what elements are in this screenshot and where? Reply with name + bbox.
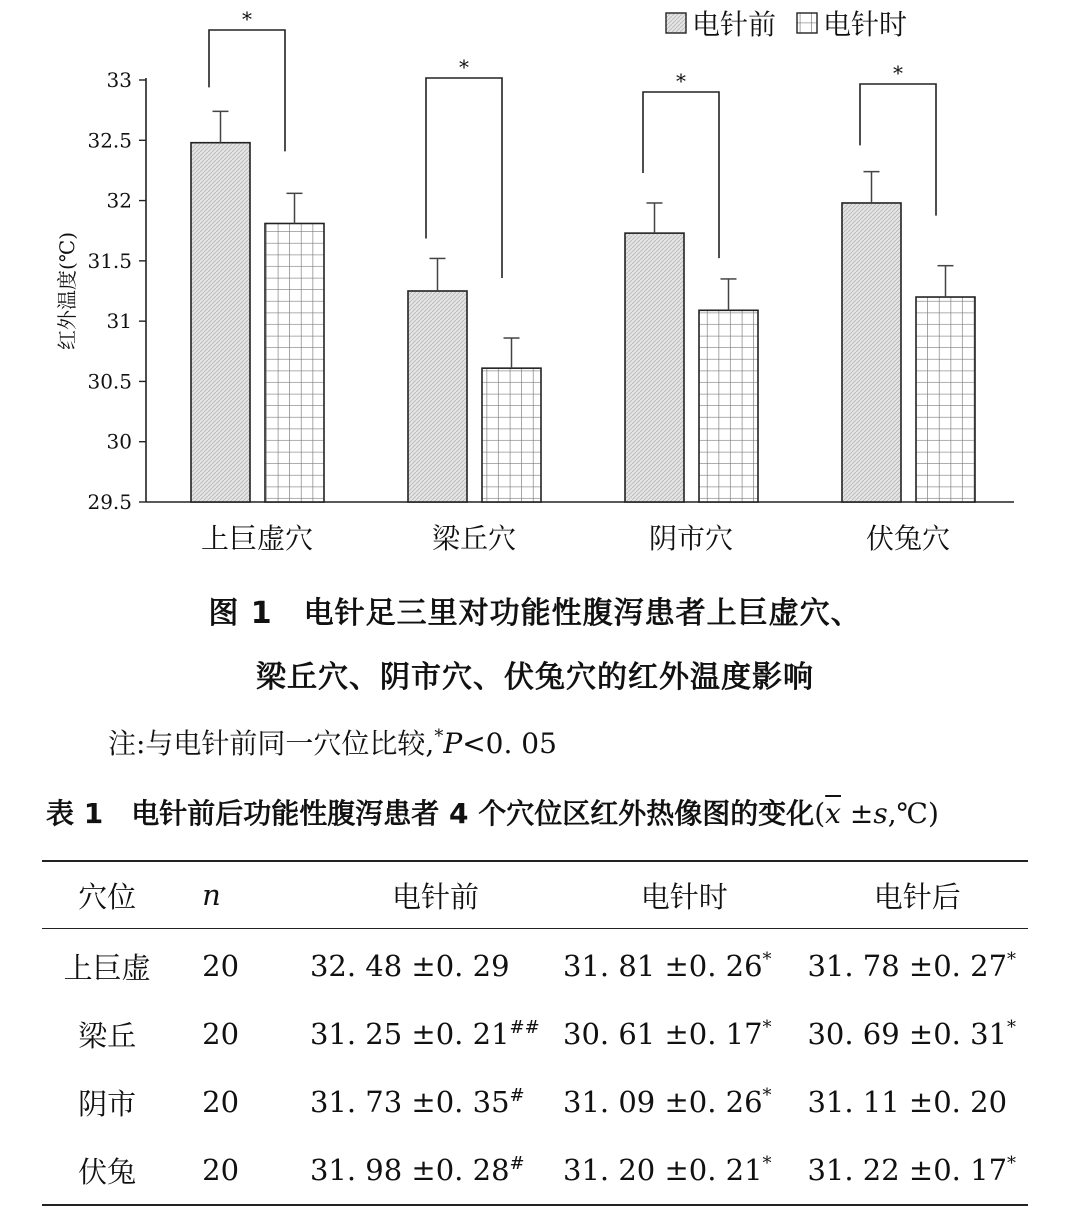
cell-during [562, 1000, 806, 1068]
cell-n-value: 20 [202, 1017, 240, 1051]
cell-site [42, 1136, 172, 1205]
cell-after-mark: * [1007, 1153, 1017, 1174]
cell-during-value: 31. 09 ±0. 26 [563, 1085, 763, 1119]
table-row [42, 1000, 1028, 1068]
cell-site-value: 阴市 [78, 1086, 137, 1121]
cell-during-mark: * [762, 1085, 772, 1106]
note-suffix: <0. 05 [462, 727, 557, 760]
cell-after [806, 1136, 1028, 1205]
bar-during [265, 223, 324, 502]
cell-during [562, 1136, 806, 1205]
header-after: 电针后 [873, 879, 961, 914]
significance-star: * [459, 55, 469, 79]
cell-n [172, 929, 310, 1001]
cell-after [806, 929, 1028, 1001]
cell-n [172, 1136, 310, 1205]
cell-before-value: 31. 25 ±0. 21 [309, 1017, 510, 1051]
header-n: n [202, 878, 221, 912]
bar-before [191, 143, 250, 502]
cell-before-value: 31. 73 ±0. 35 [309, 1085, 510, 1119]
cell-site-value: 梁丘 [78, 1018, 137, 1053]
cell-before [310, 929, 562, 1001]
significance-star: * [242, 7, 252, 31]
cell-n-value: 20 [202, 949, 240, 983]
unit-open: ( [814, 797, 826, 830]
figure-note [108, 722, 557, 762]
results-table [42, 860, 1028, 1206]
cell-after-value: 31. 22 ±0. 17 [807, 1153, 1008, 1187]
table-row [42, 929, 1028, 1001]
cell-site-value: 上巨虚 [63, 950, 151, 985]
cell-during-value: 31. 81 ±0. 26 [563, 949, 763, 983]
bar-before [842, 203, 901, 502]
cell-after-mark: * [1007, 949, 1017, 970]
cell-before-value: 31. 98 ±0. 28 [309, 1153, 510, 1187]
cell-n-value: 20 [202, 1153, 240, 1187]
figure-caption-line2: 梁丘穴、阴市穴、伏兔穴的红外温度影响 [256, 660, 814, 695]
cell-before [310, 1000, 562, 1068]
bar-before [408, 291, 467, 502]
table-row [42, 1136, 1028, 1205]
bar-during [482, 368, 541, 502]
header-during: 电针时 [640, 879, 728, 914]
legend [666, 8, 907, 41]
unit-mid: ± [840, 797, 874, 830]
table-header-row [42, 861, 1028, 929]
bar-before [625, 233, 684, 502]
cell-before [310, 1136, 562, 1205]
table-title [46, 792, 939, 832]
header-site: 穴位 [78, 879, 137, 914]
y-tick-label: 30.5 [87, 369, 132, 394]
cell-after-mark: * [1007, 1017, 1017, 1038]
cell-site [42, 1068, 172, 1136]
cell-site [42, 929, 172, 1001]
y-tick-label: 32 [106, 188, 132, 213]
x-tick-label: 伏兔穴 [865, 522, 951, 555]
table-label: 表 1 [46, 797, 104, 830]
cell-before-mark: # [509, 1153, 525, 1174]
y-tick-label: 31.5 [87, 248, 132, 273]
cell-during [562, 929, 806, 1001]
table-row [42, 1068, 1028, 1136]
cell-n-value: 20 [202, 1085, 240, 1119]
x-tick-label: 阴市穴 [648, 522, 734, 555]
legend-swatch-during [797, 13, 817, 33]
cell-during-mark: * [762, 1153, 772, 1174]
note-star: * [434, 726, 444, 747]
y-tick-label: 31 [106, 309, 132, 334]
significance-bracket [426, 78, 502, 278]
y-tick-label: 30 [106, 429, 132, 454]
bar-chart [0, 0, 1070, 570]
cell-after-value: 31. 11 ±0. 20 [807, 1085, 1008, 1119]
cell-after-value: 31. 78 ±0. 27 [807, 949, 1008, 983]
legend-label-during: 电针时 [823, 8, 908, 41]
significance-star: * [676, 69, 686, 93]
cell-during [562, 1068, 806, 1136]
cell-site [42, 1000, 172, 1068]
y-tick-label: 29.5 [87, 490, 132, 514]
figure-caption-line1: 图 1 电针足三里对功能性腹泻患者上巨虚穴、 [208, 596, 862, 631]
cell-during-value: 31. 20 ±0. 21 [563, 1153, 763, 1187]
cell-after-value: 30. 69 ±0. 31 [807, 1017, 1008, 1051]
cell-site-value: 伏兔 [78, 1154, 137, 1189]
cell-before [310, 1068, 562, 1136]
bar-during [699, 310, 758, 502]
cell-before-value: 32. 48 ±0. 29 [309, 949, 510, 983]
cell-n [172, 1000, 310, 1068]
cell-before-mark: ## [509, 1017, 540, 1038]
unit-s: s [873, 797, 888, 830]
cell-before-mark: # [509, 1085, 525, 1106]
x-tick-label: 梁丘穴 [431, 522, 517, 555]
cell-during-mark: * [762, 949, 772, 970]
bar-during [916, 297, 975, 502]
unit-x: $\overline{x}$ [825, 797, 841, 830]
legend-label-before: 电针前 [692, 8, 777, 41]
x-tick-label: 上巨虚穴 [200, 522, 314, 555]
legend-swatch-before [666, 13, 686, 33]
y-axis-label: 红外温度(℃) [55, 232, 79, 350]
table-title-text: 电针前后功能性腹泻患者 4 个穴位区红外热像图的变化 [131, 797, 815, 830]
note-p: P [443, 727, 463, 760]
header-before: 电针前 [391, 879, 479, 914]
cell-after [806, 1068, 1028, 1136]
cell-n [172, 1068, 310, 1136]
y-tick-label: 32.5 [87, 128, 132, 153]
note-prefix: 注:与电针前同一穴位比较, [108, 727, 435, 760]
cell-during-value: 30. 61 ±0. 17 [563, 1017, 763, 1051]
cell-during-mark: * [762, 1017, 772, 1038]
cell-after [806, 1000, 1028, 1068]
significance-star: * [893, 61, 903, 85]
unit-close: ,℃) [887, 797, 939, 830]
y-tick-label: 33 [106, 68, 132, 92]
